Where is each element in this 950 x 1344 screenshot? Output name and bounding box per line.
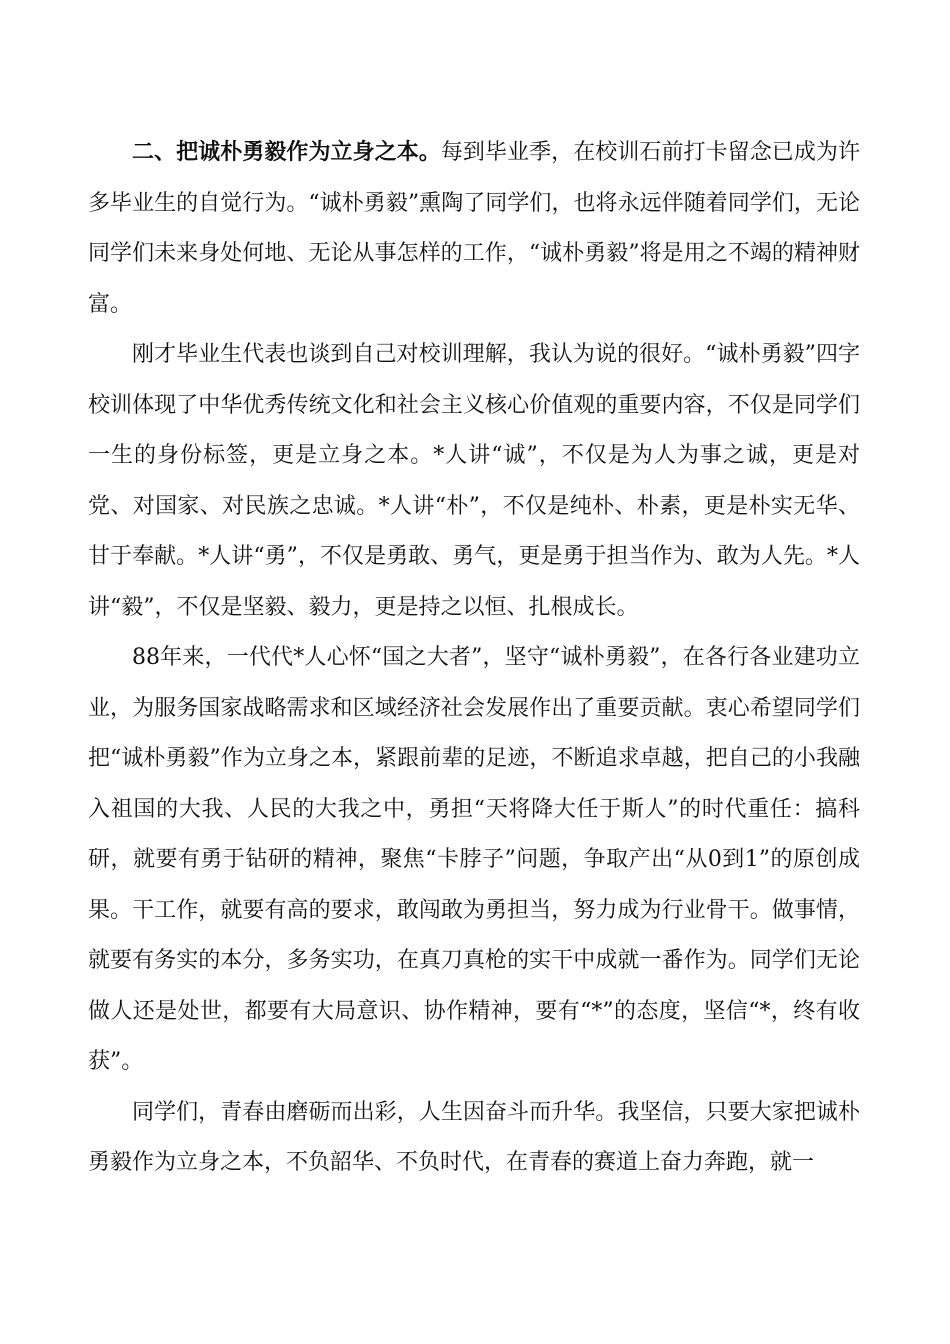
paragraph-2: 刚才毕业生代表也谈到自己对校训理解，我认为说的很好。“诚朴勇毅”四字校训体现了中华优秀传统文化和社会主义核心价值观的重要内容，不仅是同学们一生的身份标签，更是立身之本。*人讲“诚”，不仅是为人为事之诚，更是对党、对国家、对民族之忠诚。*人讲“朴”，不仅是纯朴、朴素，更是朴实无华、甘于奉献。*人讲“勇”，不仅是勇敢、勇气，更是勇于担当作为、敢为人先。*人讲“毅”，不仅是坚毅、毅力，更是持之以恒、扎根成长。 <box>88 342 860 620</box>
paragraph-1 <box>88 127 860 330</box>
paragraph-1-text: 每到毕业季，在校训石前打卡留念已成为许多毕业生的自觉行为。“诚朴勇毅”熏陶了同学们，也将永远伴随着同学们，无论同学们未来身处何地、无论从事怎样的工作，“诚朴勇毅”将是用之不竭的精神财富。 <box>88 140 860 317</box>
paragraph-4: 同学们，青春由磨砺而出彩，人生因奋斗而升华。我坚信，只要大家把诚朴勇毅作为立身之本，不负韶华、不负时代，在青春的赛道上奋力奔跑，就一 <box>88 1099 860 1175</box>
paragraph-3: 88年来，一代代*人心怀“国之大者”，坚守“诚朴勇毅”，在各行各业建功立业，为服务国家战略需求和区域经济社会发展作出了重要贡献。衷心希望同学们把“诚朴勇毅”作为立身之本，紧跟前辈的足迹，不断追求卓越，把自己的小我融入祖国的大我、人民的大我之中，勇担“天将降大任于斯人”的时代重任：搞科研，就要有勇于钻研的精神，聚焦“卡脖子”问题，争取产出“从0到1”的原创成果。干工作，就要有高的要求，敢闯敢为勇担当，努力成为行业骨干。做事情，就要有务实的本分，多务实功，在真刀真枪的实干中成就一番作为。同学们无论做人还是处世，都要有大局意识、协作精神，要有“*”的态度，坚信“*，终有收获”。 <box>88 645 860 1074</box>
section-heading: 二、把诚朴勇毅作为立身之本。 <box>132 139 441 165</box>
document-body <box>88 127 860 1189</box>
